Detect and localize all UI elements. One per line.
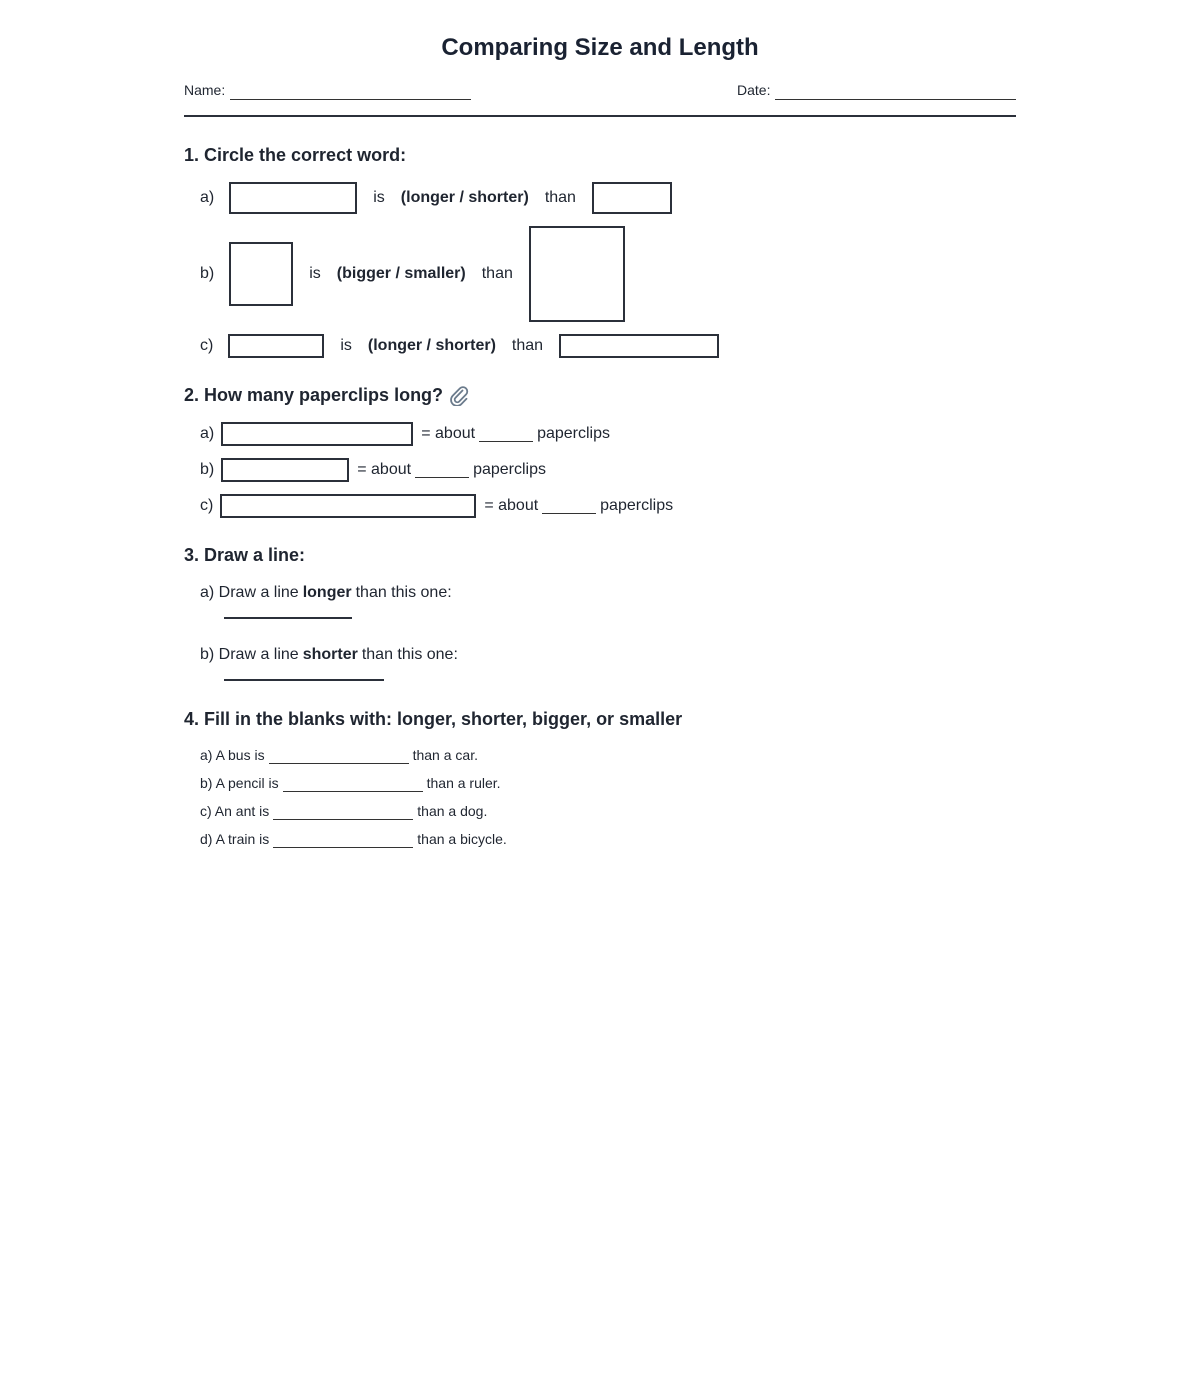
comparison-box-left	[229, 242, 293, 306]
measure-box	[221, 458, 349, 482]
section-4-item-d	[200, 830, 507, 848]
comparison-box-right	[529, 226, 625, 322]
instruction-suffix: than this one:	[361, 646, 458, 663]
sentence-suffix: than a ruler.	[426, 775, 501, 791]
answer-blank[interactable]	[415, 463, 469, 478]
instruction-keyword: longer	[302, 584, 352, 601]
than-word: than	[511, 337, 544, 354]
is-word: is	[340, 337, 352, 354]
section-3-title: 3. Draw a line:	[184, 545, 306, 565]
instruction-prefix: a) Draw a line	[200, 584, 299, 601]
sentence-prefix: a) A bus is	[200, 747, 265, 763]
unit-text: paperclips	[537, 425, 610, 442]
answer-blank[interactable]	[479, 427, 533, 442]
item-letter: c)	[200, 497, 214, 514]
instruction-prefix: b) Draw a line	[200, 646, 299, 663]
section-2-title	[184, 383, 469, 407]
fill-blank[interactable]	[283, 778, 423, 792]
measure-box	[220, 494, 476, 518]
section-2-item-a	[200, 422, 610, 446]
name-field	[184, 80, 471, 100]
instruction-suffix: than this one:	[355, 584, 452, 601]
section-3-item-b	[200, 645, 458, 665]
unit-text: paperclips	[600, 497, 674, 514]
reference-line-a	[224, 617, 352, 619]
is-word: is	[373, 189, 385, 206]
sentence-prefix: c) An ant is	[200, 803, 270, 819]
sentence-suffix: than a car.	[412, 747, 478, 763]
fill-blank[interactable]	[269, 750, 409, 764]
comparison-box-left	[229, 182, 357, 214]
sentence-suffix: than a bicycle.	[417, 831, 507, 847]
section-4-title: 4. Fill in the blanks with: longer, shorter, bigger, or smaller	[184, 709, 683, 729]
unit-text: paperclips	[473, 461, 546, 478]
about-text: = about	[357, 461, 412, 478]
section-1-item-a	[200, 182, 672, 214]
section-2-item-b	[200, 458, 546, 482]
than-word: than	[544, 189, 576, 206]
sentence-prefix: b) A pencil is	[200, 775, 279, 791]
section-4-item-b	[200, 774, 501, 792]
item-letter: b)	[200, 461, 215, 478]
section-2-item-c	[200, 494, 673, 518]
measure-box	[221, 422, 413, 446]
section-1-item-b	[200, 226, 625, 322]
instruction-keyword: shorter	[302, 646, 358, 663]
than-word: than	[481, 265, 513, 282]
is-word: is	[309, 265, 321, 282]
answer-blank[interactable]	[542, 499, 596, 514]
item-letter: a)	[200, 189, 215, 206]
section-1-item-c	[200, 334, 719, 358]
sentence-suffix: than a dog.	[417, 803, 488, 819]
page-title: Comparing Size and Length	[441, 34, 759, 61]
choice-words[interactable]: (longer / shorter)	[400, 189, 529, 206]
date-label: Date:	[737, 82, 771, 98]
reference-line-b	[224, 679, 384, 681]
section-1-title: 1. Circle the correct word:	[184, 145, 407, 165]
date-blank[interactable]	[775, 84, 1016, 100]
fill-blank[interactable]	[273, 834, 413, 848]
name-label: Name:	[184, 82, 226, 98]
section-4-item-a	[200, 746, 478, 764]
item-letter: a)	[200, 425, 215, 442]
about-text: = about	[421, 425, 476, 442]
about-text: = about	[484, 497, 539, 514]
section-3-item-a	[200, 583, 452, 603]
item-letter: c)	[200, 337, 214, 354]
header-divider	[184, 115, 1016, 117]
name-blank[interactable]	[230, 84, 471, 100]
comparison-box-right	[592, 182, 672, 214]
section-2-title-text: 2. How many paperclips long?	[184, 385, 444, 405]
sentence-prefix: d) A train is	[200, 831, 270, 847]
choice-words[interactable]: (bigger / smaller)	[336, 265, 466, 282]
section-4-item-c	[200, 802, 487, 820]
fill-blank[interactable]	[273, 806, 413, 820]
paperclip-icon	[449, 384, 469, 406]
date-field	[737, 80, 1016, 100]
comparison-box-right	[559, 334, 719, 358]
comparison-box-left	[228, 334, 324, 358]
choice-words[interactable]: (longer / shorter)	[367, 337, 496, 354]
item-letter: b)	[200, 265, 215, 282]
